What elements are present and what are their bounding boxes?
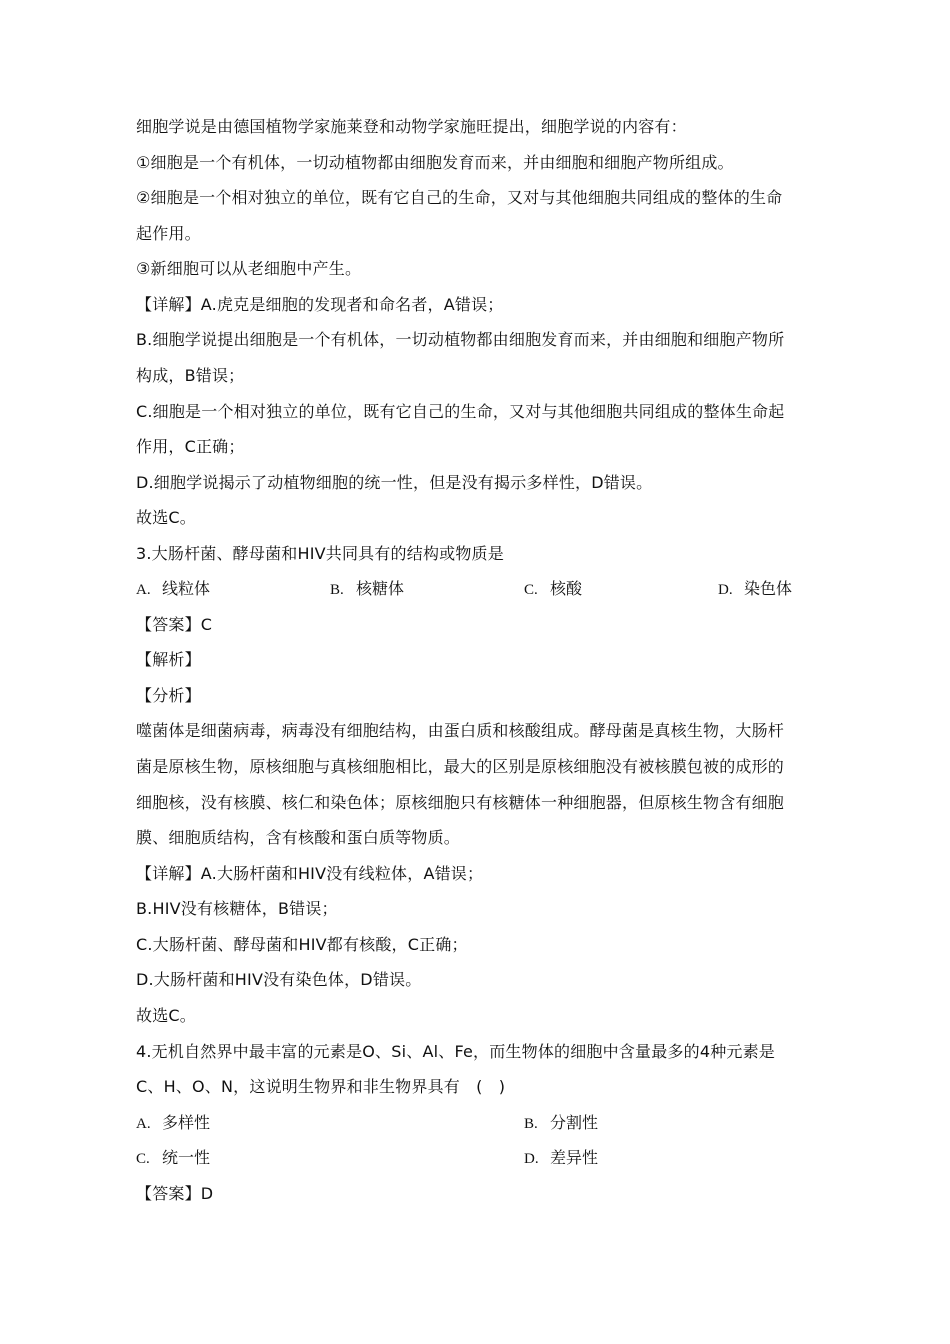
text-line: C.细胞是一个相对独立的单位，既有它自己的生命，又对与其他细胞共同组成的整体生命起 [136, 402, 785, 421]
q3-option-a [136, 579, 210, 600]
text-line: 【详解】A.虎克是细胞的发现者和命名者，A错误； [136, 295, 504, 314]
q3-option-d [718, 579, 792, 600]
option-key: B. [330, 582, 344, 598]
text-line: 故选C。 [136, 1006, 196, 1025]
option-text: 线粒体 [162, 579, 211, 598]
option-key: D. [718, 582, 733, 598]
option-text: 多样性 [162, 1113, 211, 1132]
text-line: 作用，C正确； [136, 437, 245, 456]
text-line: 【详解】A.大肠杆菌和HIV没有线粒体，A错误； [136, 864, 484, 883]
option-key: C. [524, 582, 538, 598]
q4-option-c [136, 1148, 210, 1169]
answer-line: 【答案】D [136, 1184, 214, 1203]
text-line: 膜、细胞质结构，含有核酸和蛋白质等物质。 [136, 828, 461, 847]
option-text: 分割性 [550, 1113, 599, 1132]
q4-option-b [524, 1113, 598, 1134]
text-line: 菌是原核生物，原核细胞与真核细胞相比，最大的区别是原核细胞没有被核膜包被的成形的 [136, 757, 785, 776]
text-line: B.细胞学说提出细胞是一个有机体，一切动植物都由细胞发育而来，并由细胞和细胞产物所 [136, 330, 785, 349]
text-line: ②细胞是一个相对独立的单位，既有它自己的生命，又对与其他细胞共同组成的整体的生命 [136, 188, 783, 207]
answer-line: 【答案】C [136, 615, 213, 634]
question-3-stem: 3.大肠杆菌、酵母菌和HIV共同具有的结构或物质是 [136, 544, 504, 563]
text-line: C.大肠杆菌、酵母菌和HIV都有核酸，C正确； [136, 935, 468, 954]
text-line: 细胞核，没有核膜、核仁和染色体；原核细胞只有核糖体一种细胞器，但原核生物含有细胞 [136, 793, 785, 812]
text-line: 故选C。 [136, 508, 196, 527]
option-key: A. [136, 582, 151, 598]
text-line: 构成，B错误； [136, 366, 245, 385]
q3-option-c [524, 579, 582, 600]
option-key: A. [136, 1116, 151, 1132]
q4-option-a [136, 1113, 210, 1134]
option-text: 染色体 [744, 579, 793, 598]
text-line: D.大肠杆菌和HIV没有染色体，D错误。 [136, 970, 422, 989]
question-4-stem-cont: C、H、O、N，这说明生物界和非生物界具有 ( ) [136, 1077, 506, 1096]
text-line: D.细胞学说揭示了动植物细胞的统一性，但是没有揭示多样性，D错误。 [136, 473, 653, 492]
option-text: 差异性 [550, 1148, 599, 1167]
text-line: ①细胞是一个有机体，一切动植物都由细胞发育而来，并由细胞和细胞产物所组成。 [136, 153, 734, 172]
q4-option-d [524, 1148, 598, 1169]
option-text: 核糖体 [356, 579, 405, 598]
text-line: B.HIV没有核糖体，B错误； [136, 899, 338, 918]
option-text: 统一性 [162, 1148, 211, 1167]
option-key: B. [524, 1116, 538, 1132]
option-key: D. [524, 1151, 539, 1167]
text-line: ③新细胞可以从老细胞中产生。 [136, 259, 362, 278]
question-4-stem: 4.无机自然界中最丰富的元素是O、Si、Al、Fe，而生物体的细胞中含量最多的4种元素是 [136, 1042, 776, 1061]
q3-option-b [330, 579, 404, 600]
text-line: 起作用。 [136, 224, 201, 243]
text-line: 噬菌体是细菌病毒，病毒没有细胞结构，由蛋白质和核酸组成。酵母菌是真核生物，大肠杆 [136, 721, 785, 740]
option-key: C. [136, 1151, 150, 1167]
section-heading: 【解析】 [136, 650, 201, 669]
text-line: 细胞学说是由德国植物学家施莱登和动物学家施旺提出，细胞学说的内容有： [136, 117, 687, 136]
section-heading: 【分析】 [136, 686, 201, 705]
option-text: 核酸 [550, 579, 583, 598]
